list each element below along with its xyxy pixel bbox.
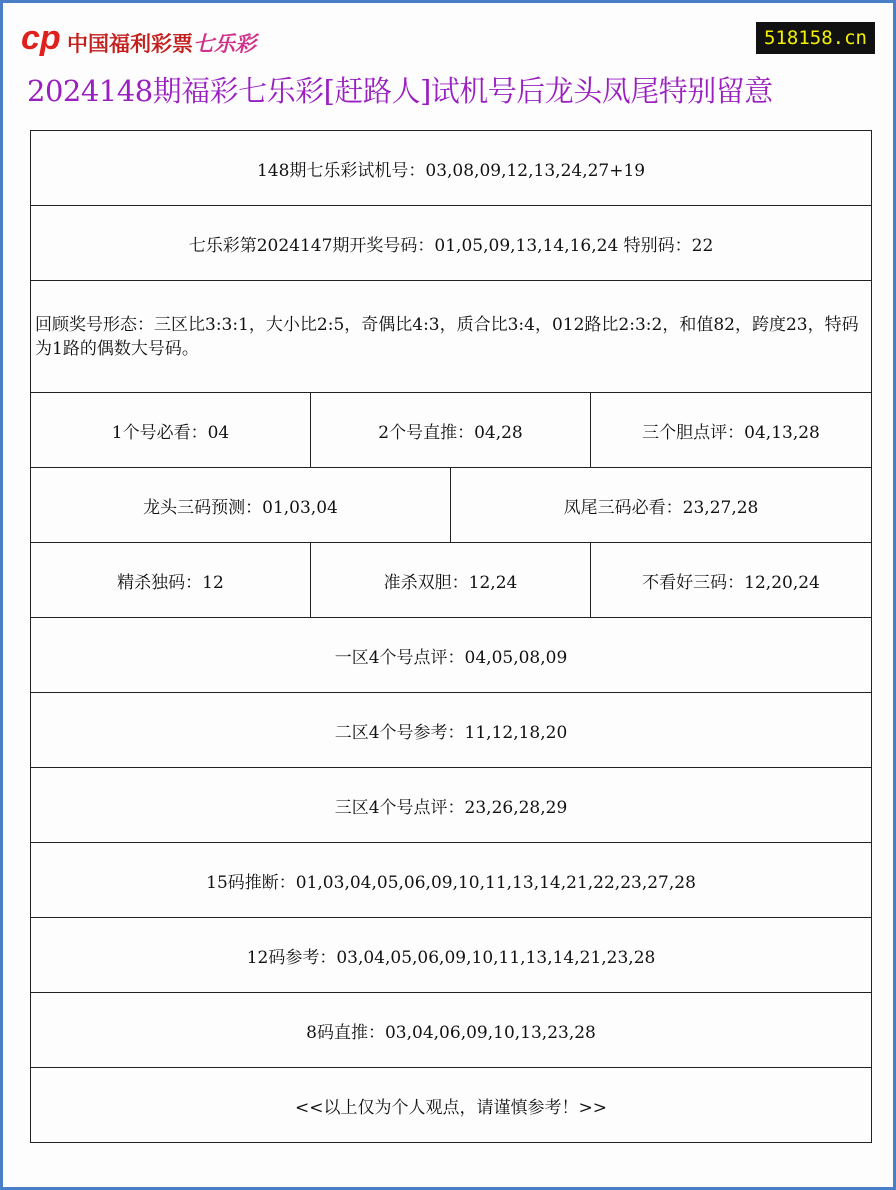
trial-numbers: 148期七乐彩试机号：03,08,09,12,13,24,27+19 [31,131,872,206]
table-row [31,206,872,281]
table-row [31,131,872,206]
table-row [31,918,872,993]
table-row [31,843,872,918]
table-row [31,768,872,843]
logo-text: 中国福利彩票 [67,32,193,56]
twelve-codes: 12码参考：03,04,05,06,09,10,11,13,14,21,23,28 [31,918,872,993]
cell-one: 1个号必看：04 [31,393,311,468]
cwl-logo-icon: cp [21,19,61,57]
cell-three: 三个胆点评：04,13,28 [591,393,872,468]
table-row [31,543,872,618]
table-row [31,1068,872,1143]
site-badge: 518158.cn [756,22,875,54]
kill-one: 精杀独码：12 [31,543,311,618]
review: 回顾奖号形态：三区比3:3:1，大小比2:5，奇偶比4:3，质合比3:4，012路比2:3:2，和值82，跨度23，特码为1路的偶数大号码。 [31,281,872,393]
table-row [31,993,872,1068]
head-prediction: 龙头三码预测：01,03,04 [31,468,451,543]
table-row [31,281,872,393]
kill-three: 不看好三码：12,20,24 [591,543,872,618]
table-row [31,693,872,768]
zone-one: 一区4个号点评：04,05,08,09 [31,618,872,693]
tail-prediction: 凤尾三码必看：23,27,28 [451,468,872,543]
last-draw: 七乐彩第2024147期开奖号码：01,05,09,13,14,16,24 特别码：22 [31,206,872,281]
kill-two: 准杀双胆：12,24 [311,543,591,618]
zone-two: 二区4个号参考：11,12,18,20 [31,693,872,768]
lottery-logo [21,19,256,61]
logo-brand: 七乐彩 [193,32,256,56]
prediction-table [30,130,872,1143]
fifteen-codes: 15码推断：01,03,04,05,06,09,10,11,13,14,21,22,23,27,28 [31,843,872,918]
zone-three: 三区4个号点评：23,26,28,29 [31,768,872,843]
table-row [31,393,872,468]
table-row [31,618,872,693]
table-row [31,468,872,543]
disclaimer: <<以上仅为个人观点，请谨慎参考！>> [31,1068,872,1143]
eight-codes: 8码直推：03,04,06,09,10,13,23,28 [31,993,872,1068]
cell-two: 2个号直推：04,28 [311,393,591,468]
page-title: 2024148期福彩七乐彩[赶路人]试机号后龙头凤尾特别留意 [27,74,773,108]
